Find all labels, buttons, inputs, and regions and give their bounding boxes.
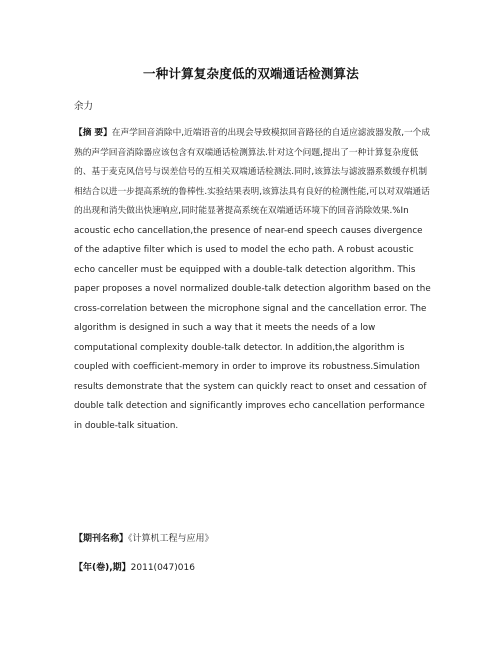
abstract-english: In acoustic echo cancellation,the presence of near-end speech causes divergence of the adaptive filter which is used to model the echo path. A robust acoustic echo canceller must be equipped with a double-talk detection algorithm. This paper proposes a novel normalized double-talk detection algorithm based on the cross-correlation between the microphone signal and the cancellation error. The algorithm is designed in such a way that it meets the needs of a low computational complexity double-talk detector. In addition,the algorithm is coupled with coefficient-memory in order to improve its robustness.Simulation results demonstrate that the system can quickly react to onset and cessation of double talk detection and significantly improves echo cancellation performance in double-talk situation. [74,206,431,431]
author-name: 余力 [74,101,94,112]
abstract-label: 【摘 要】 [74,128,112,138]
journal-value: 《计算机工程与应用》 [128,534,214,544]
journal-label: 【期刊名称】 [74,534,129,544]
document-title: 一种计算复杂度低的双端通话检测算法 [143,66,359,81]
issue-label: 【年(卷),期】 [74,563,131,573]
abstract-chinese: 在声学回音消除中,近端语音的出现会导致模拟回音路径的自适应滤波器发散,一个成熟的声学回音消除器应该包含有双端通话检测算法.针对这个问题,提出了一种计算复杂度低的、基于麦克风信号与误差信号的互相关双端通话检测法.同时,该算法与滤波器系数缓存机制相结合以进一步提高系统的鲁棒性.实验结果表明,该算法具有良好的检测性能,可以对双端通话的出现和消失做出快速响应,同时能显著提高系统在双端通话环境下的回音消除效果.% [74,128,431,216]
issue-row [74,560,195,573]
abstract-paragraph [74,124,432,436]
journal-name-row [74,531,214,544]
issue-value: 2011(047)016 [130,563,195,573]
